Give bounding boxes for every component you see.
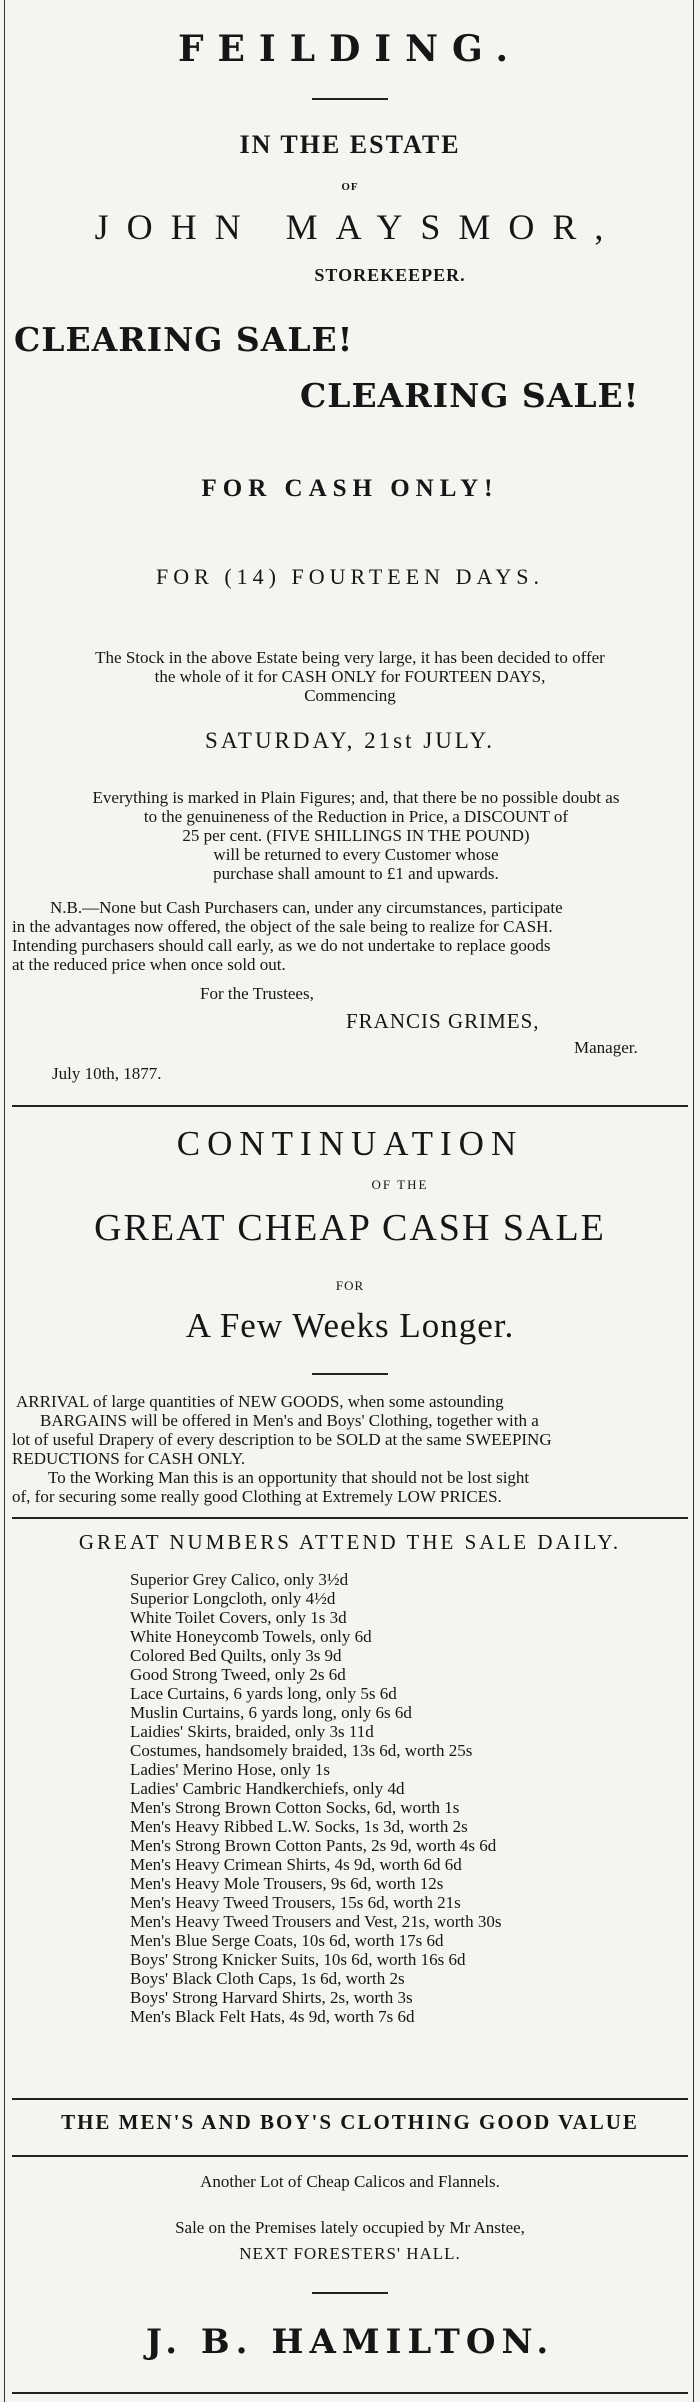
arrival-paragraph <box>12 1392 692 1506</box>
section-rule <box>12 1517 688 1519</box>
section-rule <box>12 1105 688 1107</box>
another-lot: Another Lot of Cheap Calicos and Flannels. <box>200 2172 500 2191</box>
text-line: The Stock in the above Estate being very large, it has been decided to offer <box>95 648 605 667</box>
list-item: Laidies' Skirts, braided, only 3s 11d <box>130 1722 374 1741</box>
text-line: BARGAINS will be offered in Men's and Boys' Clothing, together with a <box>40 1411 539 1430</box>
section-rule <box>12 2098 688 2100</box>
list-item: Men's Heavy Crimean Shirts, 4s 9d, worth 6d 6d <box>130 1855 462 1874</box>
signatory: FRANCIS GRIMES, <box>346 1009 540 1033</box>
text-line: in the advantages now offered, the object of the sale being to realize for CASH. <box>12 917 553 936</box>
list-item: Boys' Black Cloth Caps, 1s 6d, worth 2s <box>130 1969 405 1988</box>
text-line: Intending purchasers should call early, as we do not undertake to replace goods <box>12 936 551 955</box>
list-item: Men's Heavy Ribbed L.W. Socks, 1s 3d, worth 2s <box>130 1817 468 1836</box>
text-line: lot of useful Drapery of every description to be SOLD at the same SWEEPING <box>12 1430 552 1449</box>
list-item: Men's Strong Brown Cotton Socks, 6d, worth 1s <box>130 1798 460 1817</box>
list-item: Men's Blue Serge Coats, 10s 6d, worth 17s 6d <box>130 1931 444 1950</box>
of-line: OF <box>341 181 359 193</box>
list-item: Lace Curtains, 6 yards long, only 5s 6d <box>130 1684 397 1703</box>
town-heading: FEILDING. <box>177 28 523 70</box>
continuation-heading: CONTINUATION <box>176 1124 524 1163</box>
for-trustees: For the Trustees, <box>200 984 314 1003</box>
notice-paragraph-2 <box>0 788 700 883</box>
price-list <box>130 1570 650 2026</box>
clearing-sale-line-1: CLEARING SALE! <box>14 320 354 359</box>
signatory-role: Manager. <box>574 1038 638 1057</box>
text-line: purchase shall amount to £1 and upwards. <box>213 864 499 883</box>
list-item: Superior Grey Calico, only 3½d <box>130 1570 349 1589</box>
clearing-sale-line-2: CLEARING SALE! <box>300 376 640 415</box>
list-item: White Toilet Covers, only 1s 3d <box>130 1608 347 1627</box>
estate-line: IN THE ESTATE <box>239 130 461 159</box>
location-line: NEXT FORESTERS' HALL. <box>239 2244 461 2263</box>
text-line: N.B.—None but Cash Purchasers can, under any circumstances, participate <box>50 898 563 917</box>
premises-line: Sale on the Premises lately occupied by Mr Anstee, <box>175 2218 525 2237</box>
divider <box>312 1373 388 1375</box>
text-line: 25 per cent. (FIVE SHILLINGS IN THE POUND) <box>182 826 530 845</box>
notice-paragraph-3 <box>12 898 692 974</box>
attend-banner: GREAT NUMBERS ATTEND THE SALE DAILY. <box>78 1530 622 1554</box>
list-item: White Honeycomb Towels, only 6d <box>130 1627 372 1646</box>
text-line: Commencing <box>304 686 396 705</box>
list-item: Men's Heavy Tweed Trousers and Vest, 21s, worth 30s <box>130 1912 502 1931</box>
duration: FOR (14) FOURTEEN DAYS. <box>156 564 544 589</box>
sale-title: GREAT CHEAP CASH SALE <box>94 1207 606 1249</box>
divider <box>312 2292 388 2294</box>
occupation: STOREKEEPER. <box>314 265 466 285</box>
notice-paragraph-1 <box>0 648 700 705</box>
text-line: to the genuineness of the Reduction in Price, a DISCOUNT of <box>143 807 569 826</box>
text-line: ARRIVAL of large quantities of NEW GOODS, when some astounding <box>16 1392 504 1411</box>
list-item: Good Strong Tweed, only 2s 6d <box>130 1665 346 1684</box>
sale-subtitle: A Few Weeks Longer. <box>185 1306 515 1345</box>
owner-name: JOHN MAYSMOR, <box>94 207 622 247</box>
text-line: of, for securing some really good Clothing at Extremely LOW PRICES. <box>12 1487 502 1506</box>
list-item: Superior Longcloth, only 4½d <box>130 1589 336 1608</box>
list-item: Costumes, handsomely braided, 13s 6d, worth 25s <box>130 1741 473 1760</box>
section-rule <box>12 2392 688 2394</box>
list-item: Men's Black Felt Hats, 4s 9d, worth 7s 6d <box>130 2007 415 2026</box>
text-line: Everything is marked in Plain Figures; and, that there be no possible doubt as <box>92 788 620 807</box>
text-line: REDUCTIONS for CASH ONLY. <box>12 1449 246 1468</box>
of-the: OF THE <box>371 1177 429 1192</box>
list-item: Men's Strong Brown Cotton Pants, 2s 9d, worth 4s 6d <box>130 1836 497 1855</box>
list-item: Men's Heavy Tweed Trousers, 15s 6d, worth 21s <box>130 1893 461 1912</box>
column-frame <box>4 0 694 2402</box>
list-item: Ladies' Cambric Handkerchiefs, only 4d <box>130 1779 405 1798</box>
list-item: Colored Bed Quilts, only 3s 9d <box>130 1646 342 1665</box>
for-label: FOR <box>335 1278 365 1293</box>
sale-date: SATURDAY, 21st JULY. <box>205 728 495 753</box>
text-line: To the Working Man this is an opportunity that should not be lost sight <box>48 1468 530 1487</box>
section-rule <box>12 2155 688 2157</box>
cash-only: FOR CASH ONLY! <box>201 475 499 502</box>
text-line: will be returned to every Customer whose <box>213 845 499 864</box>
list-item: Boys' Strong Knicker Suits, 10s 6d, worth 16s 6d <box>130 1950 466 1969</box>
dated-line: July 10th, 1877. <box>52 1064 162 1083</box>
list-item: Boys' Strong Harvard Shirts, 2s, worth 3s <box>130 1988 413 2007</box>
list-item: Men's Heavy Mole Trousers, 9s 6d, worth 12s <box>130 1874 444 1893</box>
text-line: at the reduced price when once sold out. <box>12 955 286 974</box>
text-line: the whole of it for CASH ONLY for FOURTEEN DAYS, <box>154 667 546 686</box>
list-item: Muslin Curtains, 6 yards long, only 6s 6d <box>130 1703 412 1722</box>
proprietor: J. B. HAMILTON. <box>145 2322 555 2362</box>
good-value-banner: THE MEN'S AND BOY'S CLOTHING GOOD VALUE <box>61 2110 639 2134</box>
divider <box>312 98 388 100</box>
list-item: Ladies' Merino Hose, only 1s <box>130 1760 330 1779</box>
